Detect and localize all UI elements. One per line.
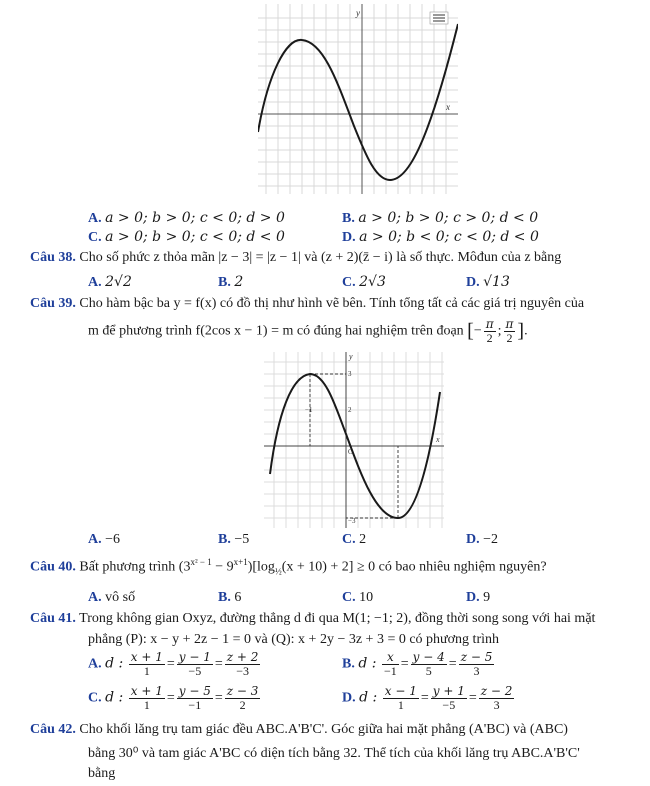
q37-option-b[interactable]: B. a > 0; b > 0; c > 0; d < 0: [342, 210, 539, 226]
q42-stem-line2: bằng 30⁰ và tam giác A'BC có diện tích bằng 32. Thể tích của khối lăng trụ ABC.A'B'C': [88, 746, 580, 761]
q39-option-a[interactable]: A. −6: [88, 532, 121, 547]
graph-cubic-q37: [258, 4, 458, 194]
tick-3: 3: [348, 370, 352, 378]
q40-stem: Câu 40. Bất phương trình $(3^{x^2 - 1} - 9^{x+1})[\log_{\frac{1}{2}}(x + 10) + 2] \ge 0$ có bao nhiêu nghiệm nguyên?: [30, 557, 547, 577]
q37-option-d[interactable]: D. a > 0; b < 0; c < 0; d < 0: [342, 229, 539, 245]
origin-label: O: [348, 448, 354, 456]
q39-stem-line2: m để phương trình f(2cos x − 1) = m có đúng hai nghiệm trên đoạn [− $\frac{\pi}{2}$ ; $\frac{\pi}{2}$ ].: [88, 317, 528, 345]
grid: [264, 352, 444, 528]
q41-stem-line2: phẳng (P): x − y + 2z − 1 = 0 và (Q): x + 2y − 3z + 3 = 0 có phương trình: [88, 632, 499, 647]
q41-option-b[interactable]: B. d : $\frac{x}{-1}$ = $\frac{y - 4}{5}$ = $\frac{z - 5}{3}$: [342, 650, 493, 678]
q40-option-c[interactable]: C. 10: [342, 590, 374, 605]
q39-option-c[interactable]: C. 2: [342, 532, 367, 547]
y-axis-label: y: [356, 8, 360, 18]
frac-neg-pi-over-2: $\frac{\pi}{2}$: [485, 317, 494, 345]
y-axis-label: y: [349, 352, 353, 361]
q39-option-b[interactable]: B. −5: [218, 532, 250, 547]
q40-option-b[interactable]: B. 6: [218, 590, 242, 605]
q41-option-c[interactable]: C. d : $\frac{x + 1}{1}$ = $\frac{y - 5}{-1}$ = $\frac{z - 3}{2}$: [88, 684, 259, 712]
q41-option-d[interactable]: D. d : $\frac{x - 1}{1}$ = $\frac{y + 1}{-5}$ = $\frac{z - 2}{3}$: [342, 684, 513, 712]
q38-option-d[interactable]: D. √13: [466, 274, 510, 290]
grid: [258, 4, 458, 194]
q38-option-a[interactable]: A. 2√2: [88, 274, 132, 290]
tick-neg1: −1: [305, 406, 313, 414]
q38-option-b[interactable]: B. 2: [218, 274, 244, 290]
q37-option-a[interactable]: A. a > 0; b > 0; c < 0; d > 0: [88, 210, 285, 226]
q41-stem-line1: Câu 41. Trong không gian Oxyz, đường thẳng d đi qua M(1; −1; 2), đồng thời song song với hai mặt: [30, 611, 596, 626]
tick-neg3: −3: [348, 517, 356, 525]
q38-stem: Câu 38. Cho số phức z thỏa mãn |z − 3| = |z − 1| và (z + 2)(z̄ − i) là số thực. Môđun của z bằng: [30, 250, 562, 265]
x-axis-label: x: [436, 435, 440, 444]
q37-option-c[interactable]: C. a > 0; b > 0; c < 0; d < 0: [88, 229, 285, 245]
q42-stem-line1: Câu 42. Cho khối lăng trụ tam giác đều ABC.A'B'C'. Góc giữa hai mặt phẳng (A'BC) và (ABC): [30, 722, 568, 737]
tick-2: 2: [348, 406, 352, 414]
q41-option-a[interactable]: A. d : $\frac{x + 1}{1}$ = $\frac{y - 1}{-5}$ = $\frac{z + 2}{-3}$: [88, 650, 259, 678]
interval: [: [467, 320, 474, 342]
x-axis-label: x: [446, 102, 450, 112]
q39-stem-line1: Câu 39. Cho hàm bậc ba y = f(x) có đồ thị như hình vẽ bên. Tính tổng tất cả các giá trị nguyên của: [30, 296, 585, 311]
q39-option-d[interactable]: D. −2: [466, 532, 499, 547]
q40-option-a[interactable]: A. vô số: [88, 590, 136, 605]
frac-pi-over-2: $\frac{\pi}{2}$: [505, 317, 514, 345]
graph-cubic-q39: [264, 352, 444, 528]
q38-option-c[interactable]: C. 2√3: [342, 274, 386, 290]
q40-option-d[interactable]: D. 9: [466, 590, 491, 605]
menu-icon: [430, 12, 448, 24]
q42-stem-line3: bằng: [88, 766, 116, 781]
